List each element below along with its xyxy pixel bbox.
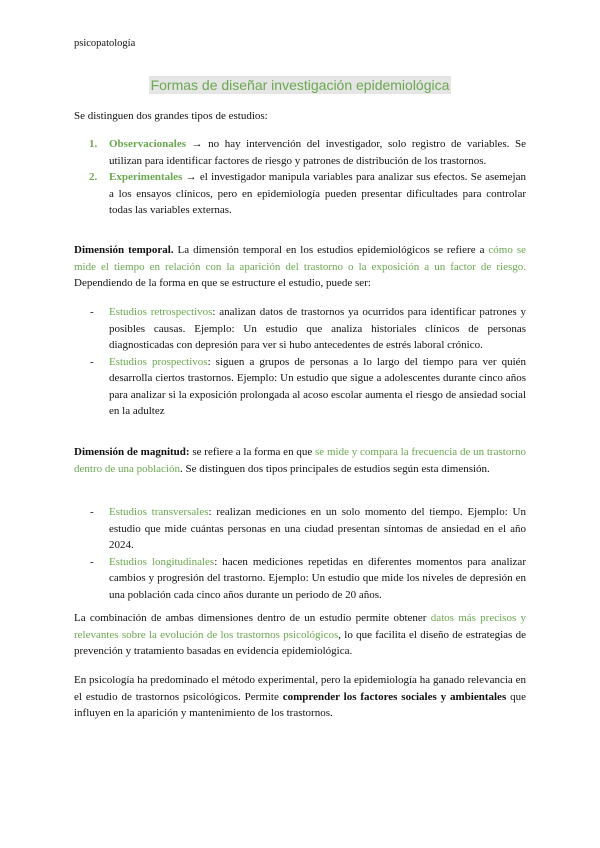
list-item bbox=[74, 504, 526, 554]
combination-paragraph bbox=[74, 610, 526, 660]
list-term: Estudios longitudinales bbox=[109, 555, 215, 568]
temporal-list bbox=[74, 304, 526, 420]
magnitude-highlight: se mide y compara la frecuencia de un trastorno dentro de una población bbox=[74, 446, 526, 475]
list-desc: : analizan datos de trastornos ya ocurridos para identificar patrones y posibles causas. Ejemplo: Un estudio que analiza historiales clínicos de personas diagnosticadas con depresión para ver si hubo antecedentes de estrés laboral crónico. bbox=[109, 306, 526, 351]
temporal-text-2: Dependiendo de la forma en que se estructure el estudio, puede ser: bbox=[74, 277, 371, 289]
magnitude-text: se refiere a la forma en que bbox=[189, 446, 316, 458]
list-term: Observacionales bbox=[109, 138, 186, 150]
temporal-highlight: cómo se mide el tiempo en relación con la aparición del trastorno o la exposición a un factor de riesgo. bbox=[74, 244, 526, 273]
combination-text: La combinación de ambas dimensiones dentro de un estudio permite obtener bbox=[74, 612, 431, 624]
temporal-text: La dimensión temporal en los estudios epidemiológicos se refiere a bbox=[173, 244, 489, 256]
document-title: Formas de diseñar investigación epidemiológica bbox=[150, 77, 450, 93]
list-number: 1. bbox=[89, 138, 98, 150]
list-term: Estudios prospectivos bbox=[109, 355, 208, 368]
list-item bbox=[74, 169, 526, 219]
list-item bbox=[74, 304, 526, 354]
list-term: Estudios transversales bbox=[109, 506, 209, 518]
closing-text: En psicología ha predominado el método experimental, pero la epidemiología ha ganado relevancia en el estudio de trastornos psicológicos. Permite bbox=[74, 674, 526, 703]
magnitude-paragraph bbox=[74, 444, 526, 477]
combination-text-2: , lo que facilita el diseño de estrategias de prevención y tratamiento basadas en evidencia epidemiológica. bbox=[74, 628, 526, 657]
list-term: Experimentales bbox=[109, 171, 183, 183]
list-item bbox=[74, 354, 526, 420]
closing-bold: comprender los factores sociales y ambientales bbox=[282, 690, 507, 703]
combination-highlight: datos más precisos y relevantes sobre la evolución de los trastornos psicológicos bbox=[74, 612, 526, 641]
list-item bbox=[74, 554, 526, 604]
temporal-paragraph bbox=[74, 242, 526, 292]
intro-paragraph: Se distinguen dos grandes tipos de estudios: bbox=[74, 110, 268, 122]
list-desc: : hacen mediciones repetidas en diferentes momentos para analizar cambios y progresión del trastorno. Ejemplo: Un estudio que mide los niveles de depresión en una población cada cinco años durante un periodo de 20 años. bbox=[109, 555, 526, 601]
dash-bullet: - bbox=[90, 555, 94, 568]
magnitude-text-2: . Se distinguen dos tipos principales de estudios según esta dimensión. bbox=[180, 462, 490, 475]
list-item bbox=[74, 136, 526, 169]
list-desc: : realizan mediciones en un solo momento del tiempo. Ejemplo: Un estudio que mide cuántas personas en una ciudad presentan síntomas de ansiedad en el año 2024. bbox=[109, 506, 526, 551]
temporal-term: Dimensión temporal. bbox=[74, 244, 174, 256]
list-term: Estudios retrospectivos bbox=[109, 306, 213, 318]
list-desc: → el investigador manipula variables para analizar sus efectos. Se asemejan a los ensayos clínicos, pero en epidemiología pueden presentar dificultades para controlar todas las variables externas. bbox=[109, 171, 526, 216]
page-header: psicopatología bbox=[74, 38, 136, 49]
list-number: 2. bbox=[89, 171, 98, 183]
study-types-list bbox=[74, 136, 526, 219]
list-desc: : siguen a grupos de personas a lo largo del tiempo para ver quién desarrolla ciertos trastornos. Ejemplo: Un estudio que sigue a adolescentes durante cinco años para analizar si la exposición prolongada al acoso escolar aumenta el riesgo de ansiedad social en la adultez bbox=[109, 355, 527, 417]
closing-paragraph bbox=[74, 672, 526, 722]
list-desc: → no hay intervención del investigador, solo registro de variables. Se utilizan para identificar factores de riesgo y patrones de distribución de los trastornos. bbox=[109, 138, 526, 167]
title-container bbox=[0, 76, 600, 96]
magnitude-list bbox=[74, 504, 526, 603]
dash-bullet: - bbox=[90, 355, 94, 368]
magnitude-term: Dimensión de magnitud: bbox=[74, 446, 190, 458]
dash-bullet: - bbox=[90, 506, 94, 518]
closing-text-2: que influyen en la aparición y mantenimiento de los trastornos. bbox=[74, 690, 526, 719]
dash-bullet: - bbox=[90, 306, 94, 318]
